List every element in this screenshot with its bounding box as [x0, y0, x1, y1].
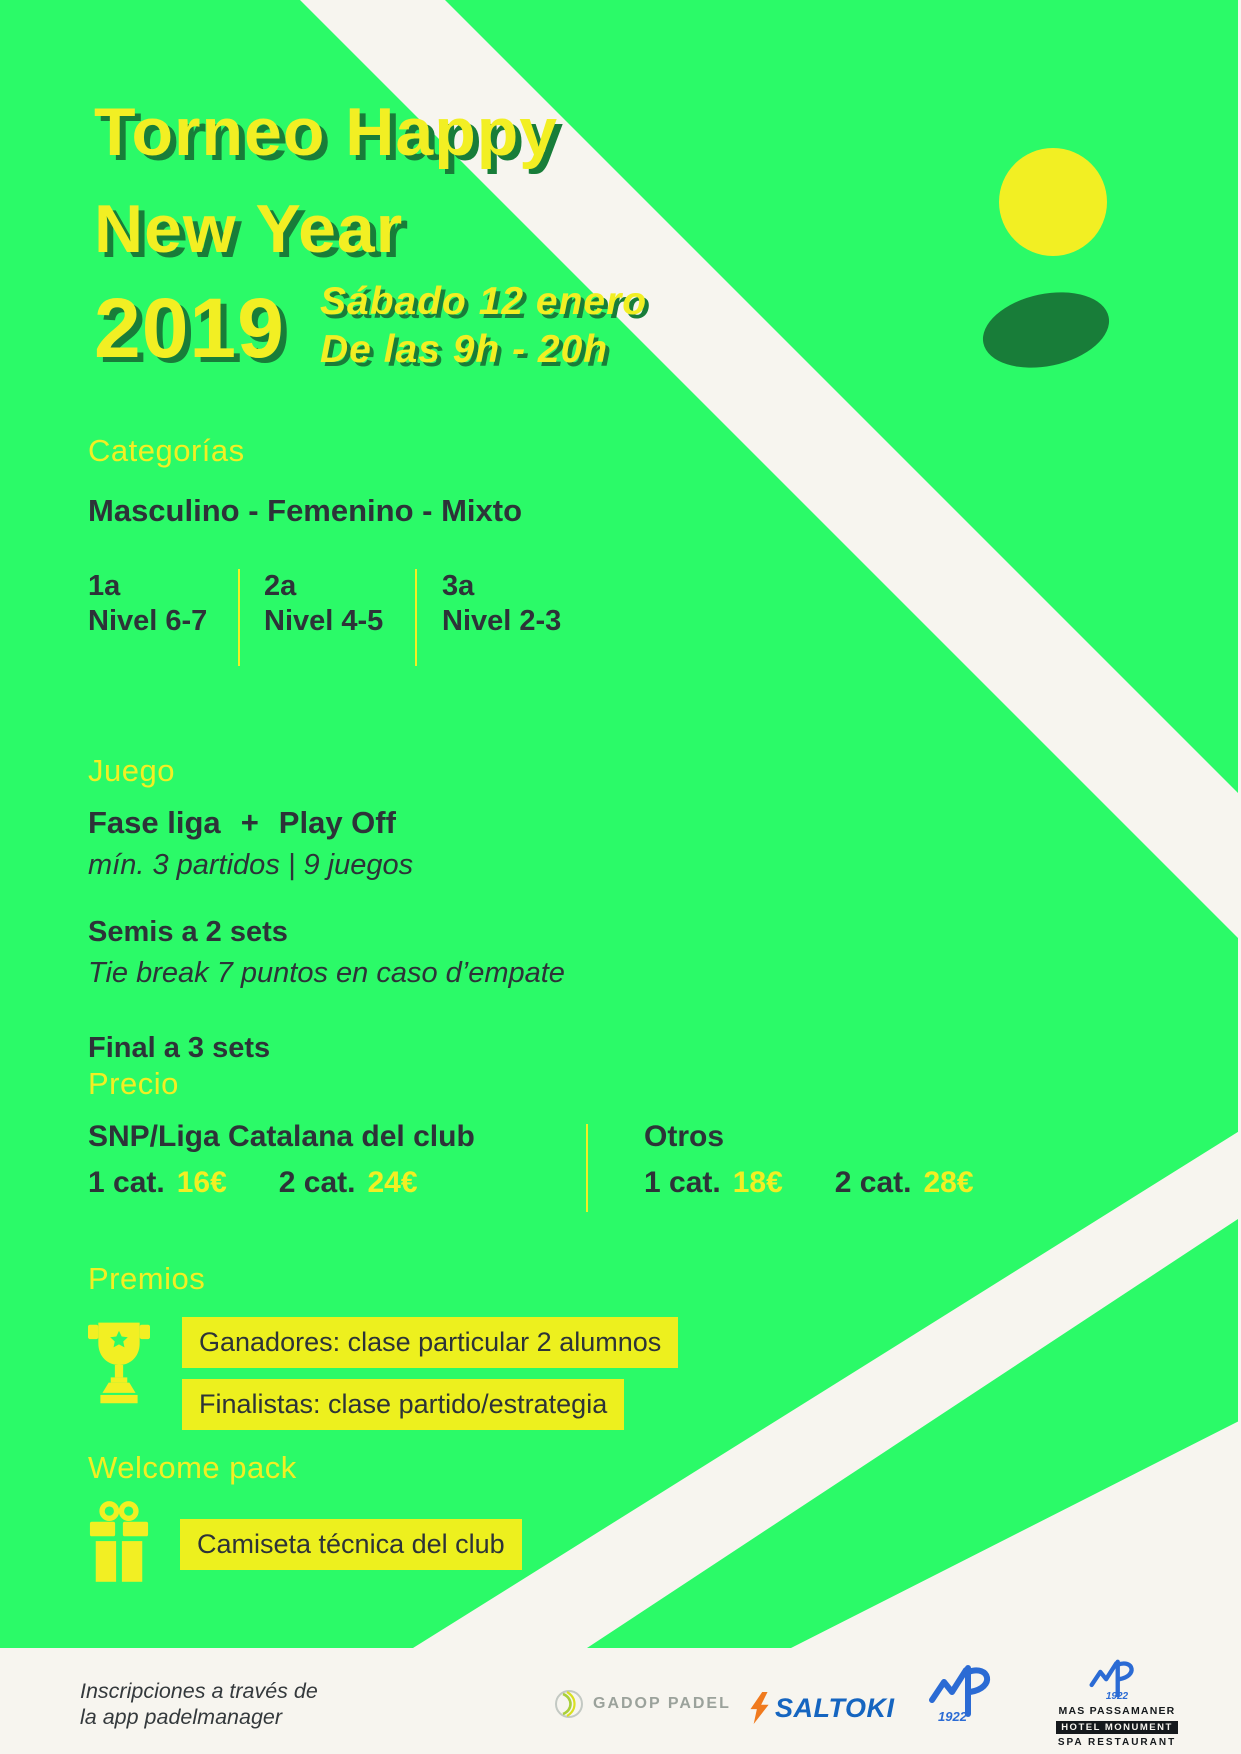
registration-note-line-2: la app padelmanager	[80, 1705, 283, 1729]
gadop-padel-logo	[553, 1688, 731, 1720]
premios-chips	[182, 1317, 678, 1430]
mp-1922-logo	[928, 1660, 1006, 1724]
category-label: 3a	[442, 570, 475, 602]
price-value: 18€	[732, 1166, 783, 1199]
category-column-1	[88, 569, 238, 639]
category-level: Nivel 2-3	[442, 605, 562, 637]
footer	[0, 1648, 1241, 1754]
category-level: Nivel 6-7	[88, 605, 208, 637]
welcome-heading: Welcome pack	[88, 1450, 297, 1485]
prize-chip-winners: Ganadores: clase particular 2 alumnos	[182, 1317, 678, 1368]
ball-icon	[999, 148, 1107, 256]
precio-heading: Precio	[88, 1066, 179, 1101]
semis-rule: Semis a 2 sets	[88, 916, 288, 948]
price-group-otros	[588, 1120, 974, 1212]
saltoki-logo-text: SALTOKI	[775, 1692, 895, 1723]
welcome-content	[88, 1500, 522, 1588]
category-level: Nivel 4-5	[264, 605, 384, 637]
price-value: 28€	[923, 1166, 974, 1199]
category-column-3	[417, 569, 561, 639]
event-date-line-1: Sábado 12 enero	[320, 280, 648, 323]
price-group-snp	[88, 1120, 586, 1212]
section-precio	[88, 1066, 974, 1212]
price-label: 2 cat.	[278, 1166, 356, 1199]
saltoki-logo	[748, 1692, 895, 1724]
categorias-subtitle: Masculino - Femenino - Mixto	[88, 493, 523, 528]
price-label: 1 cat.	[644, 1166, 721, 1199]
tiebreak-rule: Tie break 7 puntos en caso d’empate	[88, 957, 565, 989]
plus-sign: +	[240, 805, 259, 840]
category-column-2	[240, 569, 415, 639]
juego-format-detail: mín. 3 partidos | 9 juegos	[88, 849, 414, 881]
final-rule: Final a 3 sets	[88, 1032, 271, 1064]
section-welcome-pack	[88, 1450, 522, 1588]
price-value: 16€	[176, 1166, 227, 1199]
category-label: 1a	[88, 570, 121, 602]
playoff-label: Play Off	[278, 805, 396, 840]
fase-liga-label: Fase liga	[88, 805, 221, 840]
event-date	[320, 278, 647, 374]
title-line-2: New Year	[94, 191, 404, 267]
category-label: 2a	[264, 570, 297, 602]
section-categorias	[88, 433, 561, 666]
mas-passamaner-logo	[1052, 1656, 1182, 1748]
registration-note	[80, 1678, 318, 1730]
premios-content	[88, 1317, 678, 1430]
premios-heading: Premios	[88, 1261, 206, 1296]
mp-logo-year: 1922	[938, 1709, 967, 1724]
event-date-line-2: De las 9h - 20h	[320, 328, 609, 371]
title-line-3: 2019	[94, 281, 285, 375]
price-row	[644, 1166, 974, 1200]
section-premios	[88, 1261, 678, 1430]
price-group-title: SNP/Liga Catalana del club	[88, 1120, 475, 1153]
price-groups	[88, 1120, 974, 1212]
gadop-logo-text: GADOP PADEL	[593, 1695, 731, 1712]
categorias-columns	[88, 569, 561, 666]
gift-icon	[88, 1500, 150, 1588]
mas-logo-spa: SPA RESTAURANT	[1057, 1737, 1177, 1748]
prize-chip-finalists: Finalistas: clase partido/estrategia	[182, 1379, 624, 1430]
trophy-icon	[88, 1317, 150, 1413]
mas-logo-hotel: HOTEL MONUMENT	[1056, 1721, 1178, 1734]
gadop-ball-icon	[553, 1688, 585, 1720]
welcome-chip: Camiseta técnica del club	[180, 1519, 522, 1570]
price-value: 24€	[367, 1166, 418, 1199]
mas-logo-name: MAS PASSAMANER	[1058, 1705, 1176, 1717]
price-label: 2 cat.	[834, 1166, 912, 1199]
price-label: 1 cat.	[88, 1166, 165, 1199]
section-juego	[88, 753, 565, 1065]
ball-shadow	[976, 281, 1116, 378]
mas-logo-year: 1922	[1105, 1691, 1129, 1702]
price-row	[88, 1166, 586, 1200]
juego-heading: Juego	[88, 753, 175, 788]
price-group-title: Otros	[644, 1120, 725, 1153]
juego-format	[88, 805, 565, 841]
categorias-heading: Categorías	[88, 433, 245, 468]
saltoki-bolt-icon	[748, 1692, 770, 1724]
registration-note-line-1: Inscripciones a través de	[80, 1679, 318, 1703]
title-line-1: Torneo Happy	[94, 94, 559, 170]
